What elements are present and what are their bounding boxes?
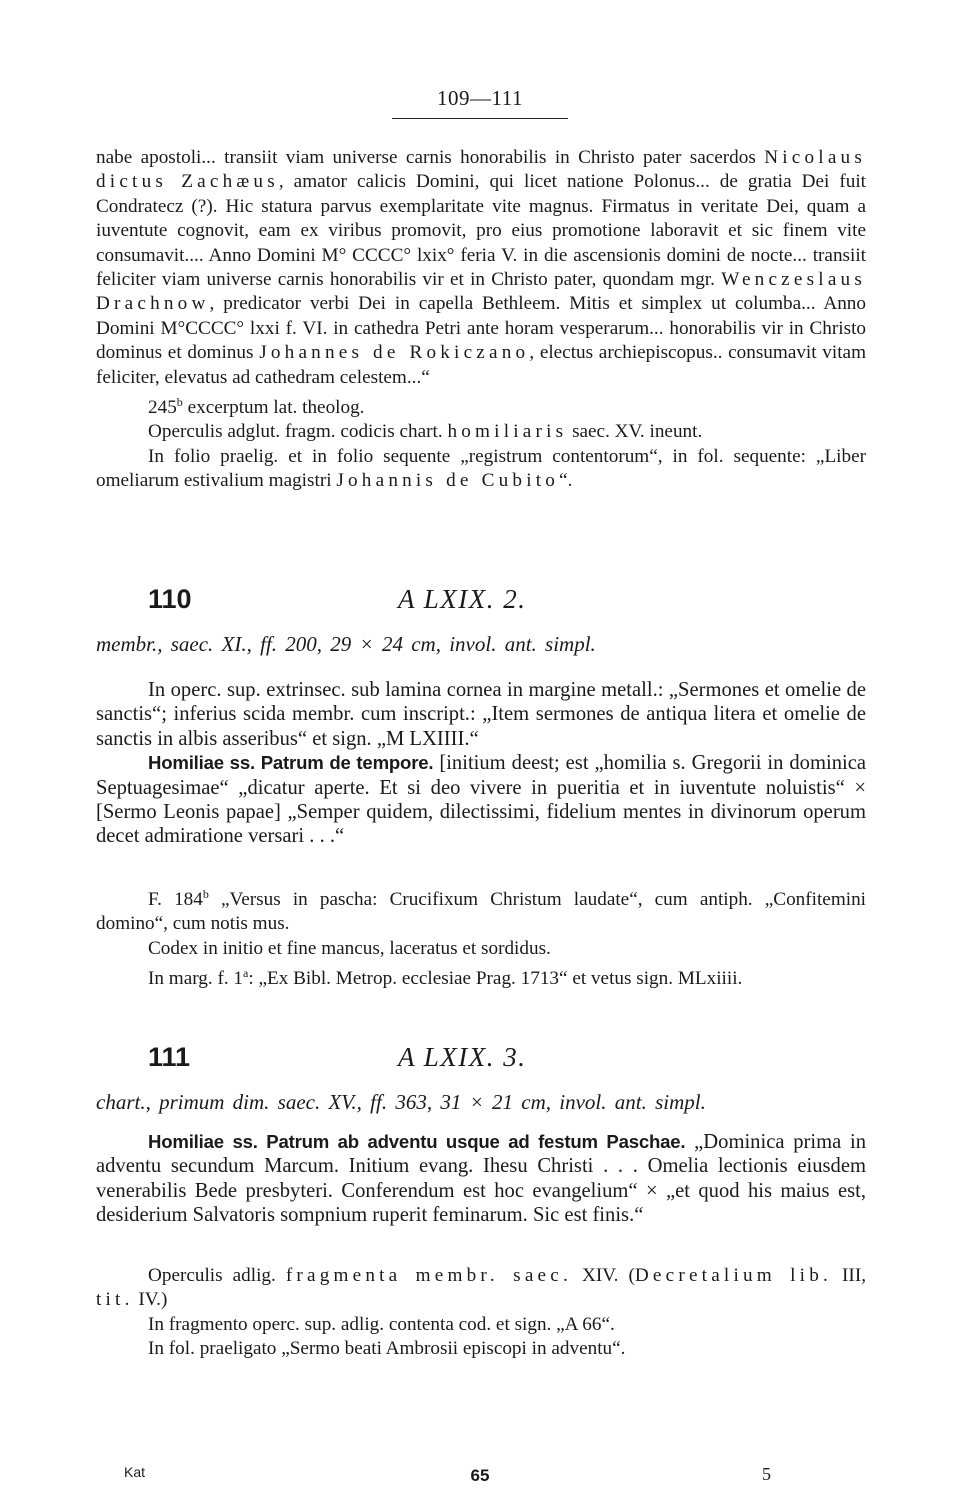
entry-111-note-2: In fragmento operc. sup. adlig. contenta cod. et sign. „A 66“. <box>148 1313 615 1335</box>
shelfmark: A LXIX. 2. <box>398 584 527 614</box>
entry-110-paragraph-1: In operc. sup. extrinsec. sub lamina cornea in margine metall.: „Sermones et omelie de sanctis“; inferius scida membr. cum inscript.: „Item sermones de antiqua litera et omelie de sanctis in albis asseribus“ et sign. „M LXIIII.“ <box>96 679 866 750</box>
note-operculis: Operculis adglut. fragm. codicis chart. homiliaris saec. XV. ineunt. <box>148 421 703 443</box>
continuation-text: nabe apostoli... transiit viam universe carnis honorabilis in Christo pater sacerdos Nicolaus dictus Zachæus, amator calicis Domini, qui licet natione Polonus... de gratia Dei fuit Condratecz (?). Hic statura parvus exemplaritate vite magnus. Firmatus in veritate Dei, quam a iuventute cognovit, eam ex viribus promovit, pro eius promotione laboravit et sic finem vite consumavit.... Anno Domini M° CCCC° lxix° feria V. in die ascensionis domini de nocte... transiit feliciter viam universe carnis honorabilis vir et in Christo pater, quondam mgr. Wenczeslaus Drachnow, predicator verbi Dei in capella Bethleem. Mitis et simplex ut columba... Anno Domini M°CCCC° lxxi f. VI. in cathedra Petri ante horam vesperarum... honorabilis vir in Christo dominus et dominus Johannes de Rokiczano, electus archiepiscopus.. consumavit vitam feliciter, elevatus ad cathedram celestem...“ <box>96 147 866 388</box>
entry-111-title: Homiliae ss. Patrum ab adventu usque ad festum Paschae. <box>148 1131 686 1152</box>
entry-111-body <box>96 1130 866 1228</box>
entry-110-note-2: Codex in initio et fine mancus, laceratus et sordidus. <box>148 937 551 959</box>
entry-110-notes <box>96 882 866 992</box>
entry-110-paragraph-2: Homiliae ss. Patrum de tempore. [initium deest; est „homilia s. Gregorii in dominica Septuagesimae“ „dicatur aperte. Et si deo vivere in pueritia et in iuventute noluistis“ × [Sermo Leonis papae] „Semper quidem, dilectissimi, fidelium mentes in divinorum operum decet admiratione versari . . .“ <box>96 752 866 848</box>
gathering-number: 5 <box>762 1464 771 1484</box>
entry-111-note-1: Operculis adlig. fragmenta membr. saec. XIV. (Decretalium lib. III, tit. IV.) <box>96 1265 867 1311</box>
entry-number: 110 <box>148 584 192 614</box>
running-head: 109—111 <box>437 86 523 110</box>
entry-111-note-3: In fol. praeligato „Sermo beati Ambrosii episcopi in adventu“. <box>148 1338 626 1360</box>
entry-111-heading <box>148 1042 848 1082</box>
entry-110-note-1: F. 184$^b$ „Versus in pascha: Crucifixum Christum laudate“, cum antiph. „Confitemini domino“, cum notis mus. <box>96 887 867 935</box>
shelfmark: A LXIX. 3. <box>398 1042 527 1072</box>
running-head-rule <box>392 118 568 119</box>
footer-signature: Kat <box>124 1464 146 1480</box>
entry-110-heading <box>148 584 848 624</box>
entry-110-physical-description: membr., saec. XI., ff. 200, 29 × 24 cm, invol. ant. simpl. <box>96 632 596 656</box>
entry-111-physical-description: chart., primum dim. saec. XV., ff. 363, 31 × 21 cm, invol. ant. simpl. <box>96 1090 706 1114</box>
note-excerptum: 245$^b$ excerptum lat. theolog. <box>148 395 365 419</box>
entry-110-note-3: In marg. f. 1$^a$: „Ex Bibl. Metrop. ecclesiae Prag. 1713“ et vetus sign. MLxiiii. <box>148 966 743 990</box>
entry-110-title: Homiliae ss. Patrum de tempore. <box>148 752 434 774</box>
note-folio: In folio praelig. et in folio sequente „registrum contentorum“, in fol. sequente: „Liber omeliarum estivalium magistri Johannis de Cubito“. <box>96 445 866 492</box>
entry-number: 111 <box>148 1042 191 1072</box>
entry-110-body <box>96 678 866 849</box>
entry-111-notes <box>96 1264 866 1362</box>
page-number: 65 <box>470 1466 490 1485</box>
entry-111-paragraph-1: Homiliae ss. Patrum ab adventu usque ad festum Paschae. „Dominica prima in adventu secundum Marcum. Initium evang. Ihesu Christi . . . Omelia lectionis eiusdem venerabilis Bede presbyteri. Conferendum est hoc evangelium“ × „et quod his maius est, desiderium Salvatoris sompnium ruperit feminarum. Sic est finis.“ <box>96 1131 866 1227</box>
entry-109-continuation <box>96 146 866 494</box>
